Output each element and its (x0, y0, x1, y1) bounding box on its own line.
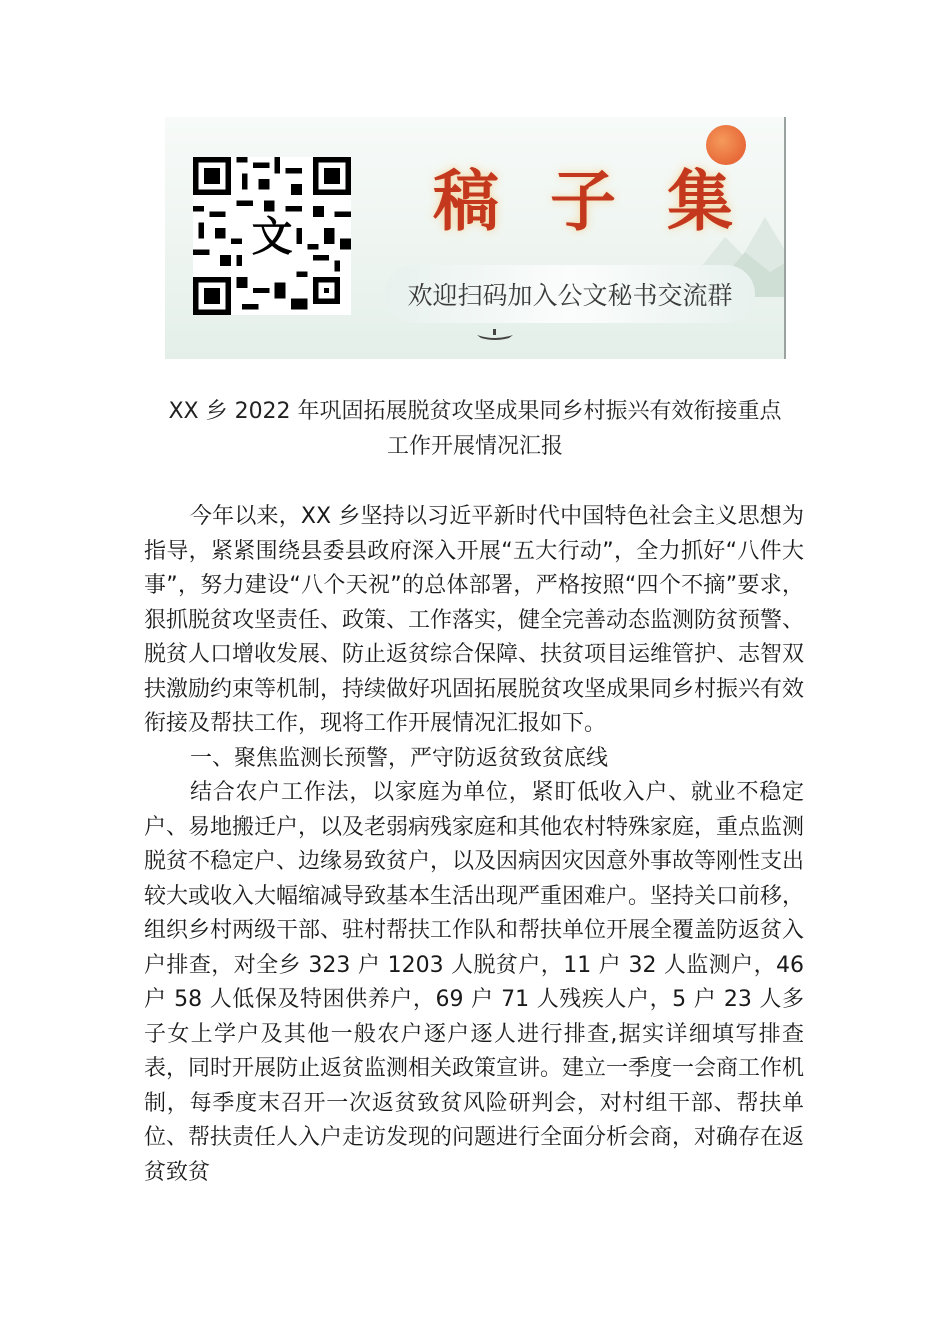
paragraph-section-1: 结合农户工作法，以家庭为单位，紧盯低收入户、就业不稳定户、易地搬迁户，以及老弱病残家庭和其他农村特殊家庭，重点监测脱贫不稳定户、边缘易致贫户，以及因病因灾因意外事故等刚性支出较大或收入大幅缩减导致基本生活出现严重困难户。坚持关口前移，组织乡村两级干部、驻村帮扶工作队和帮扶单位开展全覆盖防返贫入户排查，对全乡 323 户 1203 人脱贫户，11 户 32 人监测户，46 户 58 人低保及特困供养户，69 户 71 人残疾人户，5 户 23 人多子女上学户及其他一般农户逐户逐人进行排查,据实详细填写排查表，同时开展防止返贫监测相关政策宣讲。建立一季度一会商工作机制，每季度末召开一次返贫致贫风险研判会，对村组干部、帮扶单位、帮扶责任人入户走访发现的问题进行全面分析会商，对确存在返贫致贫 (144, 780, 805, 1185)
banner-tagline: 欢迎扫码加入公文秘书交流群 (385, 265, 755, 323)
qr-center-char: 文 (251, 212, 293, 261)
paragraph-intro: 今年以来，XX 乡坚持以习近平新时代中国特色社会主义思想为指导，紧紧围绕县委县政府深入开展“五大行动”，全力抓好“八件大事”，努力建设“八个天祝”的总体部署，严格按照“四个不摘”要求，狠抓脱贫攻坚责任、政策、工作落实，健全完善动态监测防贫预警、脱贫人口增收发展、防止返贫综合保障、扶贫项目运维管护、志智双扶激励约束等机制，持续做好巩固拓展脱贫攻坚成果同乡村振兴有效衔接及帮扶工作，现将工作开展情况汇报如下。 (144, 504, 805, 736)
qr-code[interactable] (193, 157, 351, 315)
promo-banner (165, 117, 786, 359)
brand-char-3: 集 (667, 161, 733, 240)
brand-title (433, 145, 733, 245)
document-title-line-2: 工作开展情况汇报 (386, 434, 563, 459)
section-heading-1: 一、聚焦监测长预警，严守防返贫致贫底线 (190, 745, 609, 771)
document-title-line-1: XX 乡 2022 年巩固拓展脱贫攻坚成果同乡村振兴有效衔接重点 (168, 399, 782, 424)
brand-char-1: 稿 (433, 161, 499, 240)
document-body (144, 500, 804, 1190)
boat-icon (475, 327, 515, 341)
brand-char-2: 子 (550, 161, 616, 240)
